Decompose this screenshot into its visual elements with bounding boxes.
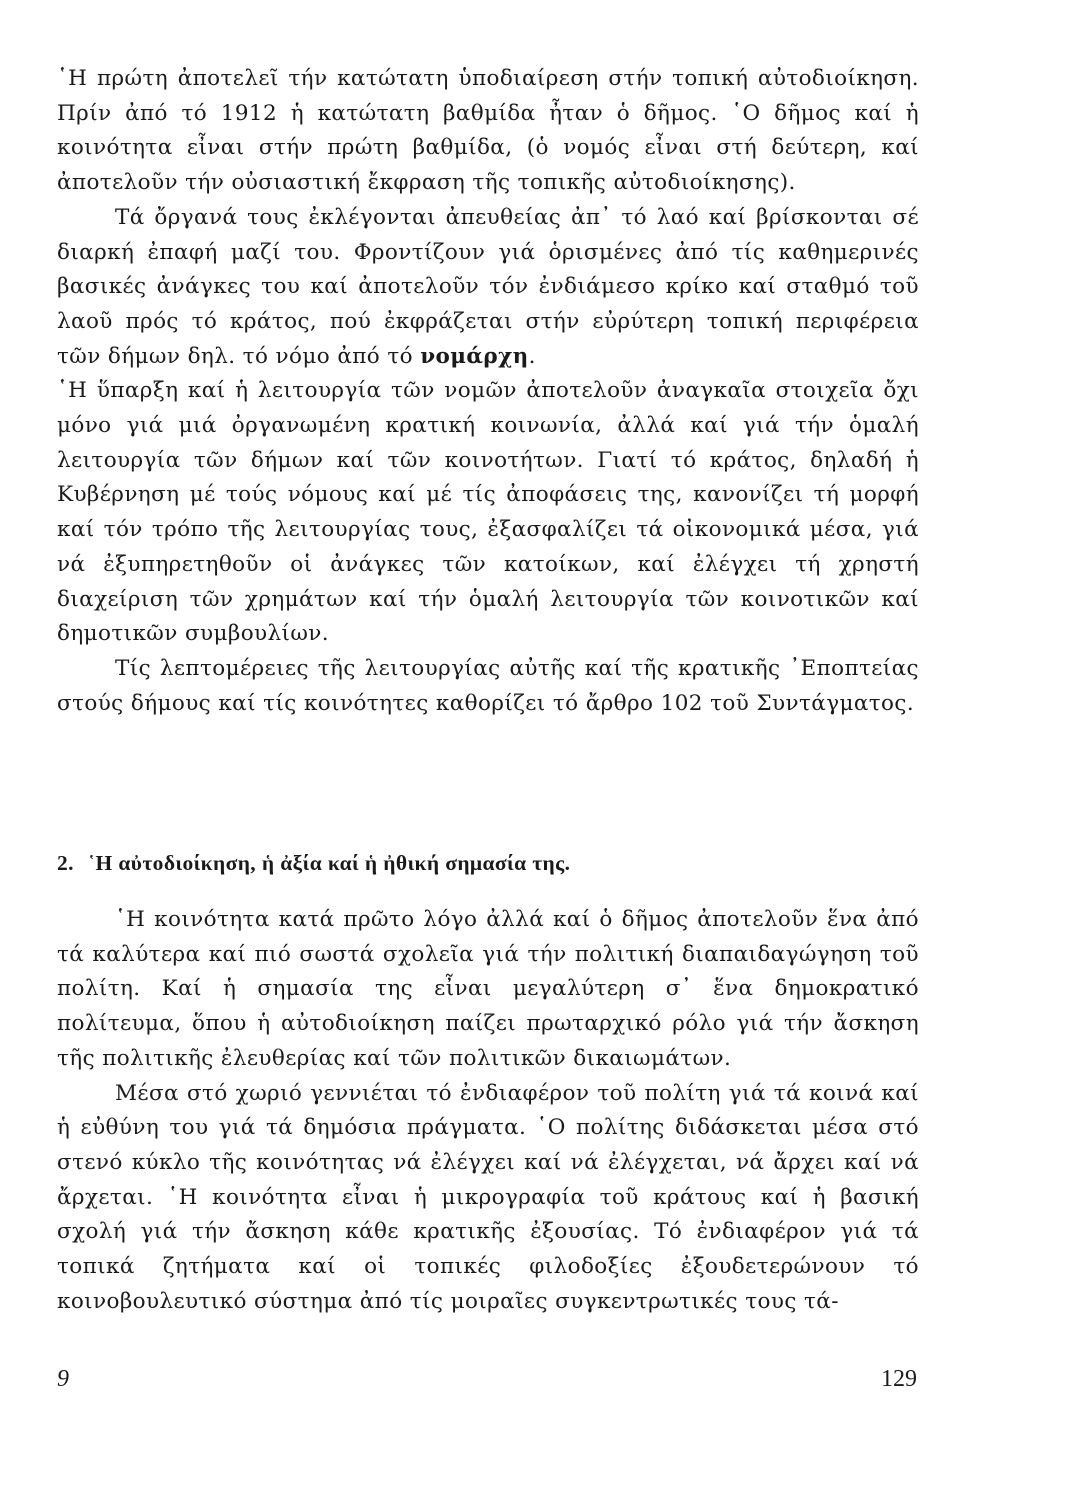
paragraph-community-school: ῾Η κοινότητα κατά πρῶτο λόγο ἀλλά καί ὁ δῆμος ἀποτελοῦν ἕνα ἀπό τά καλύτερα καί πιό σωστά σχολεῖα γιά τήν πολιτική διαπαιδαγώγηση τοῦ πολίτη. Καί ἡ σημασία της εἶναι μεγαλύτερη σ᾿ ἕνα δημοκρατικό πολίτευμα, ὅπου ἡ αὐτοδιοίκηση παίζει πρωταρχικό ρόλο γιά τήν ἄσκηση τῆς πολιτικῆς ἐλευθερίας καί τῶν πολιτικῶν δικαιωμάτων. [57, 907, 919, 1071]
paragraph-constitution-article: Τίς λεπτομέρειες τῆς λειτουργίας αὐτῆς καί τῆς κρατικῆς ᾿Εποπτείας στούς δήμους καί τίς κοινότητες καθορίζει τό ἄρθρο 102 τοῦ Συντάγματος. [57, 655, 919, 716]
signature-mark: 9 [57, 1366, 69, 1392]
paragraph-organs [57, 201, 919, 375]
bold-term-nomarchis: νομάρχη [420, 343, 529, 369]
section-heading [57, 846, 919, 881]
section-title: ῾Η αὐτοδιοίκηση, ἡ ἀξία καί ἡ ἠθική σημασία της. [87, 851, 571, 875]
paragraph-village-interest: Μέσα στό χωριό γεννιέται τό ἐνδιαφέρον τοῦ πολίτη γιά τά κοινά καί ἡ εὐθύνη του γιά τά δημόσια πράγματα. ῾Ο πολίτης διδάσκεται μέσα στό στενό κύκλο τῆς κοινότητας νά ἐλέγχει καί νά ἐλέγχεται, νά ἄρχει καί νά ἄρχεται. ῾Η κοινότητα εἶναι ἡ μικρογραφία τοῦ κράτους καί ἡ βασική σχολή γιά τήν ἄσκηση κάθε κρατικῆς ἐξουσίας. Τό ἐνδιαφέρον γιά τά τοπικά ζητήματα καί οἱ τοπικές φιλοδοξίες ἐξουδετερώνουν τό κοινοβουλευτικό σύστημα ἀπό τίς μοιραῖες συγκεντρωτικές τους τά- [57, 1080, 919, 1314]
paragraph-organs-end: . [528, 343, 536, 369]
section-number: 2. [57, 851, 74, 875]
body-text-upper [57, 62, 919, 721]
body-text-lower [57, 903, 919, 1319]
paragraph-first-level: ῾Η πρώτη ἀποτελεῖ τήν κατώτατη ὑποδιαίρεση στήν τοπική αὐτοδιοίκηση. Πρίν ἀπό τό 1912 ἡ κατώτατη βαθμίδα ἦταν ὁ δῆμος. ῾Ο δῆμος καί ἡ κοινότητα εἶναι στήν πρώτη βαθμίδα, (ὁ νομός εἶναι στή δεύτερη, καί ἀποτελοῦν τήν οὐσιαστική ἔκφραση τῆς τοπικῆς αὐτοδιοίκησης). [57, 66, 919, 196]
paragraph-prefectures: ῾Η ὕπαρξη καί ἡ λειτουργία τῶν νομῶν ἀποτελοῦν ἀναγκαῖα στοιχεῖα ὄχι μόνο γιά μιά ὀργανωμένη κρατική κοινωνία, ἀλλά καί γιά τήν ὁμαλή λειτουργία τῶν δήμων καί τῶν κοινοτήτων. Γιατί τό κράτος, δηλαδή ἡ Κυβέρνηση μέ τούς νόμους καί μέ τίς ἀποφάσεις της, κανονίζει τή μορφή καί τόν τρόπο τῆς λειτουργίας τους, ἐξασφαλίζει τά οἰκονομικά μέσα, γιά νά ἐξυπηρετηθοῦν οἱ ἀνάγκες τῶν κατοίκων, καί ἐλέγχει τή χρηστή διαχείριση τῶν χρημάτων καί τήν ὁμαλή λειτουργία τῶν κοινοτικῶν καί δημοτικῶν συμβουλίων. [57, 378, 919, 647]
page-number: 129 [881, 1366, 917, 1392]
paragraph-organs-text: Τά ὄργανά τους ἐκλέγονται ἀπευθείας ἀπ᾿ τό λαό καί βρίσκονται σέ διαρκή ἐπαφή μαζί του. Φροντίζουν γιά ὁρισμένες ἀπό τίς καθημερινές βασικές ἀνάγκες του καί ἀποτελοῦν τόν ἐνδιάμεσο κρίκο καί σταθμό τοῦ λαοῦ πρός τό κράτος, πού ἐκφράζεται στήν εὐρύτερη τοπική περιφέρεια τῶν δήμων δηλ. τό νόμο ἀπό τό [57, 204, 919, 369]
